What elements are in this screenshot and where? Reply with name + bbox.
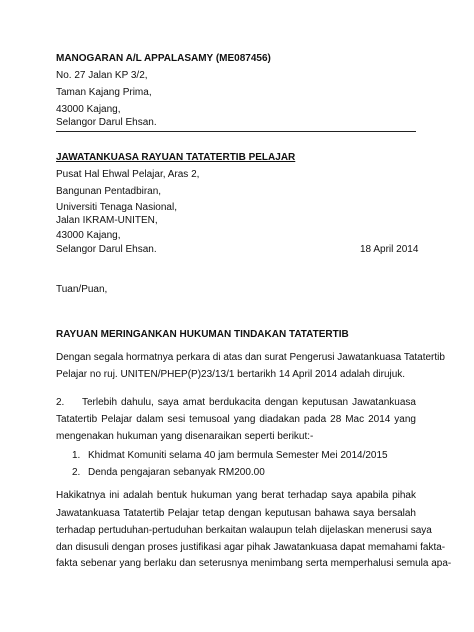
list-item-number: 1. xyxy=(72,450,81,461)
paragraph-number: 2. xyxy=(56,397,65,408)
sender-address-line: Taman Kajang Prima, xyxy=(56,87,152,98)
paragraph-line: dan disusuli dengan proses justifikasi agar pihak Jawatankuasa dapat memahami fakta- xyxy=(56,542,446,553)
paragraph-line: Tatatertib Pelajar dalam sesi temusoal yang diadakan pada 28 Mac 2014 yang xyxy=(56,414,416,425)
sender-address-line: No. 27 Jalan KP 3/2, xyxy=(56,70,148,81)
list-item xyxy=(72,449,388,463)
salutation: Tuan/Puan, xyxy=(56,284,108,295)
paragraph-line: mengenakan hukuman yang disenaraikan seperti berikut:- xyxy=(56,431,314,442)
letter-date: 18 April 2014 xyxy=(360,244,419,255)
recipient-address-line: Selangor Darul Ehsan. xyxy=(56,244,157,255)
recipient-address-line: Jalan IKRAM-UNITEN, xyxy=(56,215,158,226)
list-item-text: Denda pengajaran sebanyak RM200.00 xyxy=(88,467,265,478)
recipient-address-line: 43000 Kajang, xyxy=(56,230,121,241)
list-item-text: Khidmat Komuniti selama 40 jam bermula Semester Mei 2014/2015 xyxy=(88,450,388,461)
header-divider xyxy=(56,131,416,132)
paragraph-line: Terlebih dahulu, saya amat berdukacita dengan keputusan Jawatankuasa xyxy=(82,397,416,408)
paragraph-line: terhadap pertuduhan-pertuduhan berkaitan walaupun telah dijelaskan menerusi saya xyxy=(56,525,432,536)
recipient-address-line: Universiti Tenaga Nasional, xyxy=(56,202,177,213)
list-item xyxy=(72,466,265,480)
letter-subject: RAYUAN MERINGANKAN HUKUMAN TINDAKAN TATATERTIB xyxy=(56,329,349,340)
paragraph-line: Dengan segala hormatnya perkara di atas dan surat Pengerusi Jawatankuasa Tatatertib xyxy=(56,352,445,363)
sender-address-line: Selangor Darul Ehsan. xyxy=(56,117,157,128)
paragraph-line: fakta sebenar yang berlaku dan seterusnya menimbang serta memperhalusi semula apa- xyxy=(56,558,452,569)
sender-name: MANOGARAN A/L APPALASAMY (ME087456) xyxy=(56,53,271,64)
recipient-name: JAWATANKUASA RAYUAN TATATERTIB PELAJAR xyxy=(56,152,296,163)
recipient-address-line: Pusat Hal Ehwal Pelajar, Aras 2, xyxy=(56,169,200,180)
paragraph-line: Pelajar no ruj. UNITEN/PHEP(P)23/13/1 bertarikh 14 April 2014 adalah dirujuk. xyxy=(56,369,406,380)
recipient-address-line: Bangunan Pentadbiran, xyxy=(56,186,162,197)
paragraph-line: Hakikatnya ini adalah bentuk hukuman yang berat terhadap saya apabila pihak xyxy=(56,490,416,501)
paragraph-line: Jawatankuasa Tatatertib Pelajar tetap dengan keputusan bahawa saya bersalah xyxy=(56,508,416,519)
list-item-number: 2. xyxy=(72,467,81,478)
sender-address-line: 43000 Kajang, xyxy=(56,104,121,115)
